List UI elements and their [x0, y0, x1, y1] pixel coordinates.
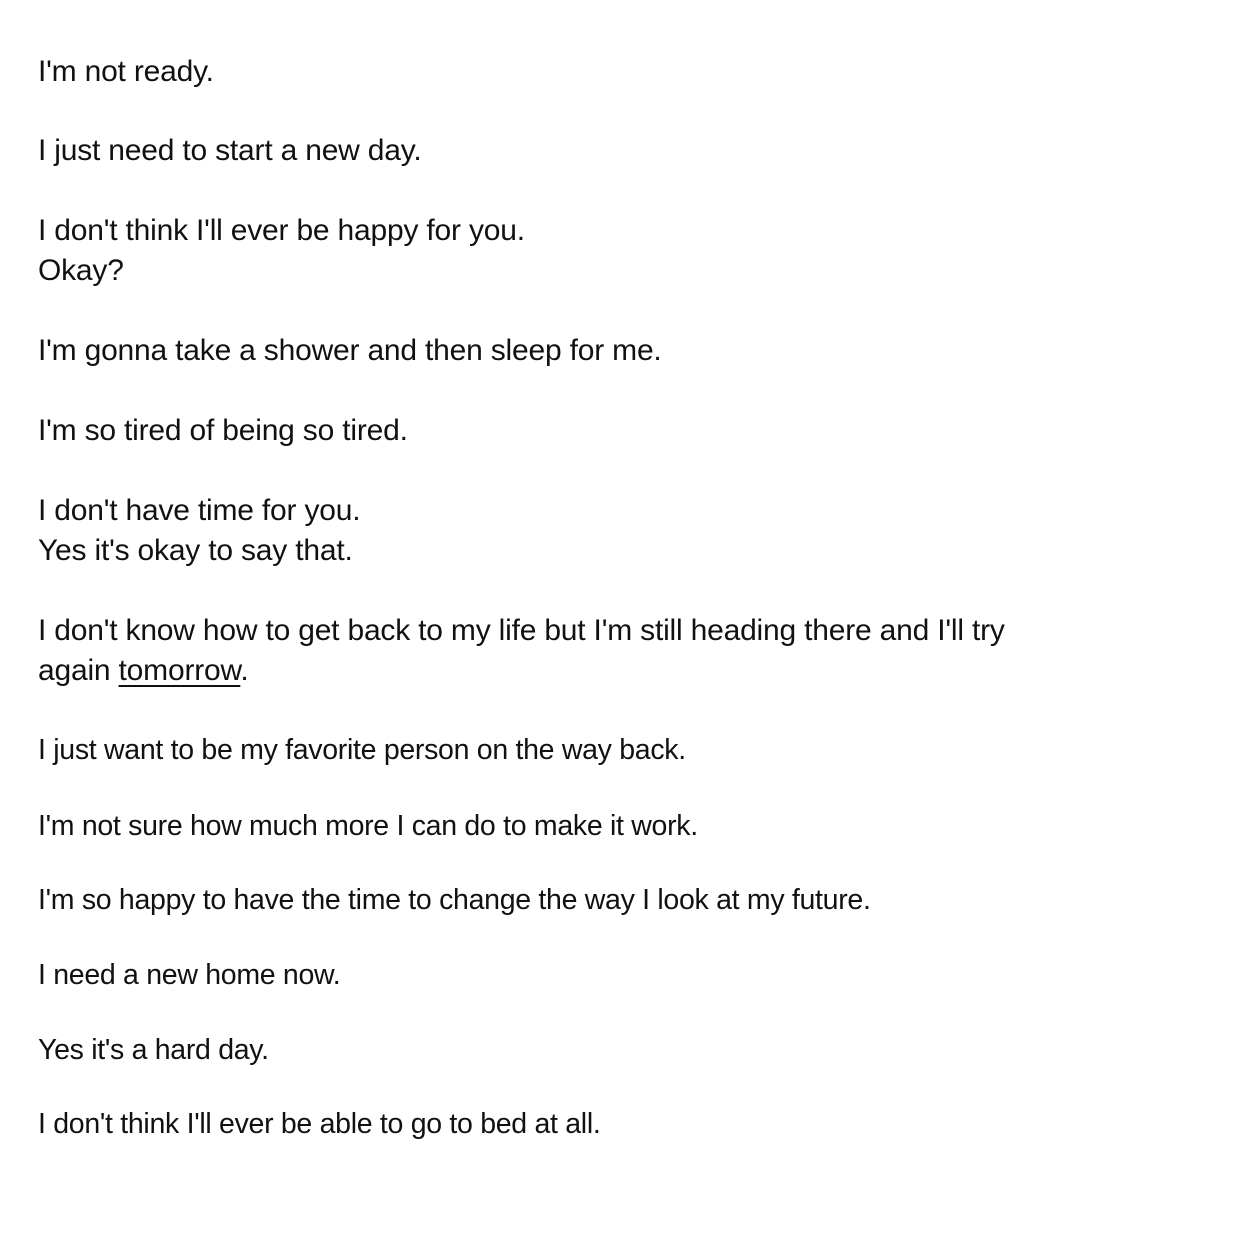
text-line: Yes it's okay to say that. — [38, 534, 353, 567]
text-line: I'm gonna take a shower and then sleep for me. — [38, 334, 662, 367]
text-line: I don't know how to get back to my life but I'm still heading there and I'll try — [38, 614, 1005, 647]
text-segment: again — [38, 654, 119, 687]
text-line: I just need to start a new day. — [38, 134, 422, 167]
text-line: Yes it's a hard day. — [38, 1034, 269, 1066]
text-line: I'm so tired of being so tired. — [38, 414, 408, 447]
text-line: Okay? — [38, 254, 124, 287]
text-line: I don't think I'll ever be able to go to bed at all. — [38, 1108, 601, 1140]
text-line: I'm so happy to have the time to change the way I look at my future. — [38, 884, 871, 916]
tomorrow-link[interactable]: tomorrow — [118, 654, 241, 687]
text-line: I just want to be my favorite person on the way back. — [38, 734, 686, 766]
text-line: I don't think I'll ever be happy for you. — [38, 214, 525, 247]
text-line: I don't have time for you. — [38, 494, 361, 527]
text-line: I need a new home now. — [38, 959, 341, 991]
text-line: I'm not ready. — [38, 55, 214, 88]
text-line — [38, 651, 248, 691]
text-segment: . — [240, 654, 249, 687]
text-line: I'm not sure how much more I can do to make it work. — [38, 810, 698, 842]
